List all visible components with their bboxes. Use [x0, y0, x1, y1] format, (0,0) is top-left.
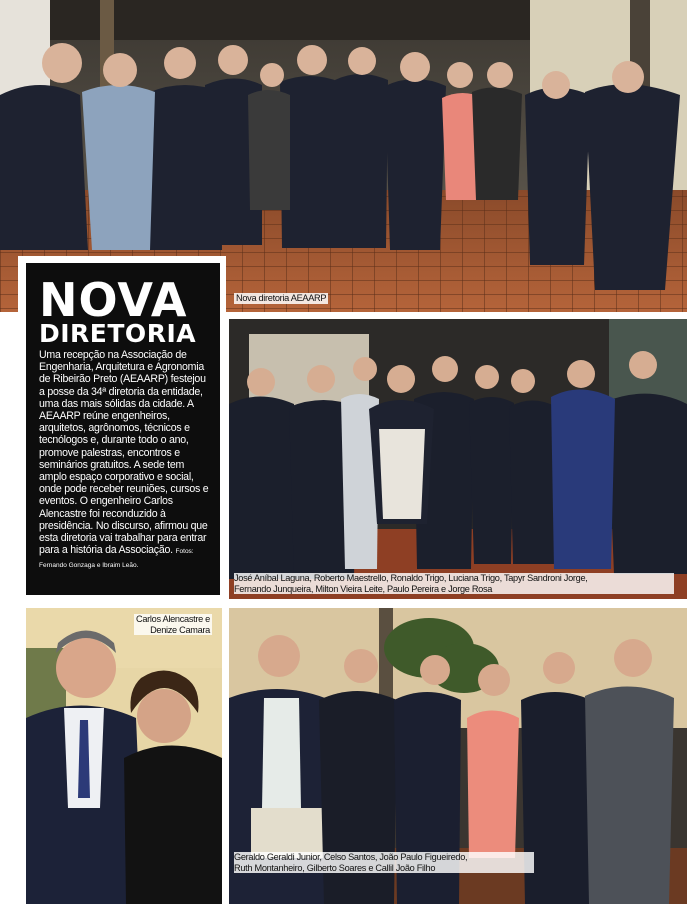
caption-board-group: Nova diretoria AEAARP: [236, 293, 327, 303]
caption-group-six-line-1: Geraldo Geraldi Junior, Celso Santos, João Paulo Figueiredo,: [234, 852, 468, 862]
article-body: [39, 349, 212, 573]
caption-couple-line-1: Carlos Alencastre e: [136, 614, 210, 624]
article-box: [18, 256, 226, 602]
caption-couple: [134, 614, 212, 635]
photo-group-nine: [229, 319, 687, 599]
photo-credit: Fotos: Fernando Gonzaga e Ibraim Leão.: [39, 548, 194, 570]
headline-line-1: NOVA: [39, 273, 188, 327]
caption-group-nine: [234, 573, 674, 594]
photo-couple: [26, 608, 222, 904]
caption-group-nine-line-2: Fernando Junqueira, Milton Vieira Leite, Paulo Pereira e Jorge Rosa: [234, 583, 493, 594]
caption-group-six: [234, 852, 534, 873]
article-panel: [26, 263, 220, 595]
caption-couple-line-2: Denize Camara: [150, 624, 210, 635]
caption-group-six-line-2: Ruth Montanheiro, Gilberto Soares e Callil João Filho: [234, 862, 436, 873]
caption-group-nine-line-1: José Aníbal Laguna, Roberto Maestrello, Ronaldo Trigo, Luciana Trigo, Tapyr Sandroni Jorge,: [234, 573, 588, 583]
article-body-text: Uma recepção na Associação de Engenharia, Arquitetura e Agronomia de Ribeirão Preto (AEAARP) festejou a posse da 34ª diretoria da entidade, uma das mais sólidas da cidade. A AEAARP reúne engenheiros, arquitetos, agrônomos, técnicos e tecnólogos e, durante todo o ano, promove palestras, encontros e seminários gratuitos. A sede tem amplo espaço corporativo e social, onde pode receber reuniões, cursos e eventos. O engenheiro Carlos Alencastre foi reconduzido à presidência. No discurso, afirmou que esta diretoria vai trabalhar para entrar para a história da Associação.: [39, 349, 209, 557]
headline-line-2: DIRETORIA: [39, 319, 197, 348]
